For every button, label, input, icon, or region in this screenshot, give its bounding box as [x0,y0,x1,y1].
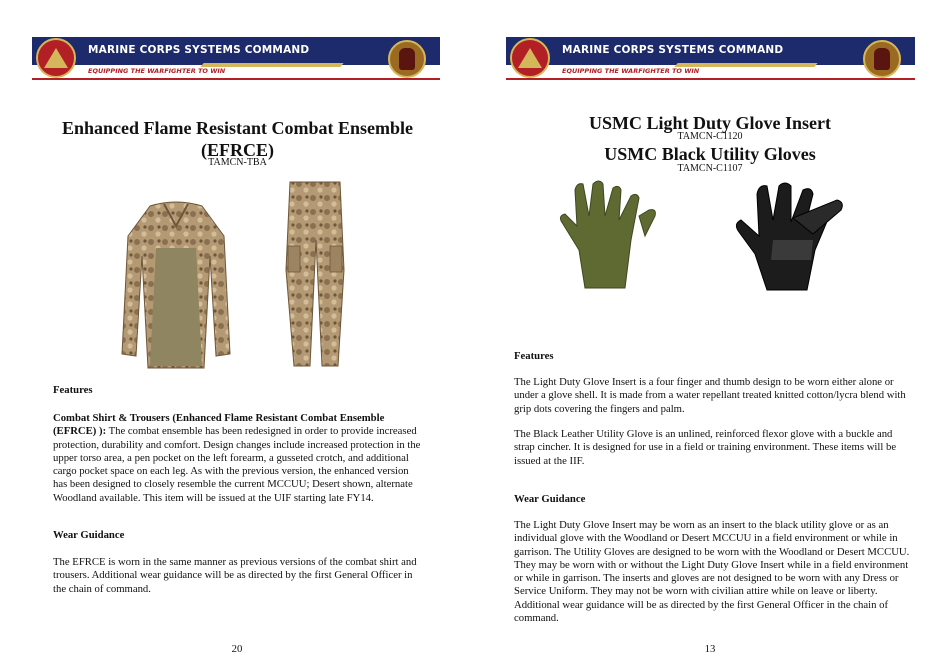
page-number: 20 [231,643,243,655]
header-org-name: MARINE CORPS SYSTEMS COMMAND [88,44,310,56]
page-title-line1: Enhanced Flame Resistant Combat Ensemble [61,118,413,138]
tamcn-code: TAMCN-TBA [208,157,267,168]
header-tagline: EQUIPPING THE WARFIGHTER TO WIN [562,67,700,75]
combat-shirt-image [120,196,232,372]
wear-guidance-heading: Wear Guidance [53,529,125,541]
mcsc-emblem-icon [36,38,76,78]
marine-seal-icon [388,40,426,78]
features-heading: Features [53,384,93,396]
features-body: The combat ensemble has been redesigned in order to provide increased protection, durability and comfort. Design changes include increased protection in the upper torso area, a pen pocket on the left forearm, a gusseted crotch, and additional cargo pocket space on each leg. As with the previous version, the enhanced version has been designed to closely resemble the current MCCUU; Desert shown, alternate Woodland available. This item will be issued at the UIF starting late FY14. [53,425,421,504]
product-title-utility-gloves: USMC Black Utility Gloves [604,144,816,164]
features-heading: Features [514,350,554,362]
header-banner [506,37,915,80]
wear-guidance-heading: Wear Guidance [514,493,586,505]
combat-trousers-image [282,180,348,370]
marine-seal-icon [863,40,901,78]
right-page [475,0,950,672]
features-paragraph-insert: The Light Duty Glove Insert is a four finger and thumb design to be worn either alone or under a glove shell. It is made from a water repellant treated knitted cotton/lycra blend with grip dots covering the fingers and palm. [514,376,906,415]
tamcn-code-insert: TAMCN-C1120 [677,131,743,142]
header-org-name: MARINE CORPS SYSTEMS COMMAND [562,44,784,56]
wear-guidance-body: The Light Duty Glove Insert may be worn as an insert to the black utility glove or as an individual glove with the Woodland or Desert MCCUU in a field environment or while in garrison. The Utility Gloves are designed to be worn with the Woodland or Desert MCCUU. They may be worn with or without the Light Duty Glove Insert while in a field environment or while in garrison. The inserts and gloves are not designed to be worn with any Dress or Service Uniform. They may not be worn with civilian attire while on leave or liberty. Additional wear guidance will be as directed by the first General Officer in the chain of command. [514,519,910,625]
tamcn-code-gloves: TAMCN-C1107 [677,163,743,174]
features-paragraph-gloves: The Black Leather Utility Glove is an unlined, reinforced flexor glove with a buckle and strap cincher. It is designed for use in a field or training environment. These items will be issued at the IIF. [514,428,897,467]
mcsc-emblem-icon [510,38,550,78]
page-number: 13 [704,643,716,655]
features-paragraph [53,412,423,505]
features-bold-lead: Combat Shirt & Trousers (Enhanced Flame Resistant Combat Ensemble (EFRCE) ): [53,412,385,438]
green-glove-image [555,180,665,292]
header-banner [32,37,440,80]
black-glove-image [733,178,848,294]
header-tagline: EQUIPPING THE WARFIGHTER TO WIN [88,67,226,75]
wear-guidance-body: The EFRCE is worn in the same manner as previous versions of the combat shirt and trousers. Additional wear guidance will be as directed by the first General Officer in the chain of command. [53,556,417,595]
page-title-line2: (EFRCE) [201,140,274,160]
product-title-glove-insert: USMC Light Duty Glove Insert [589,113,831,133]
